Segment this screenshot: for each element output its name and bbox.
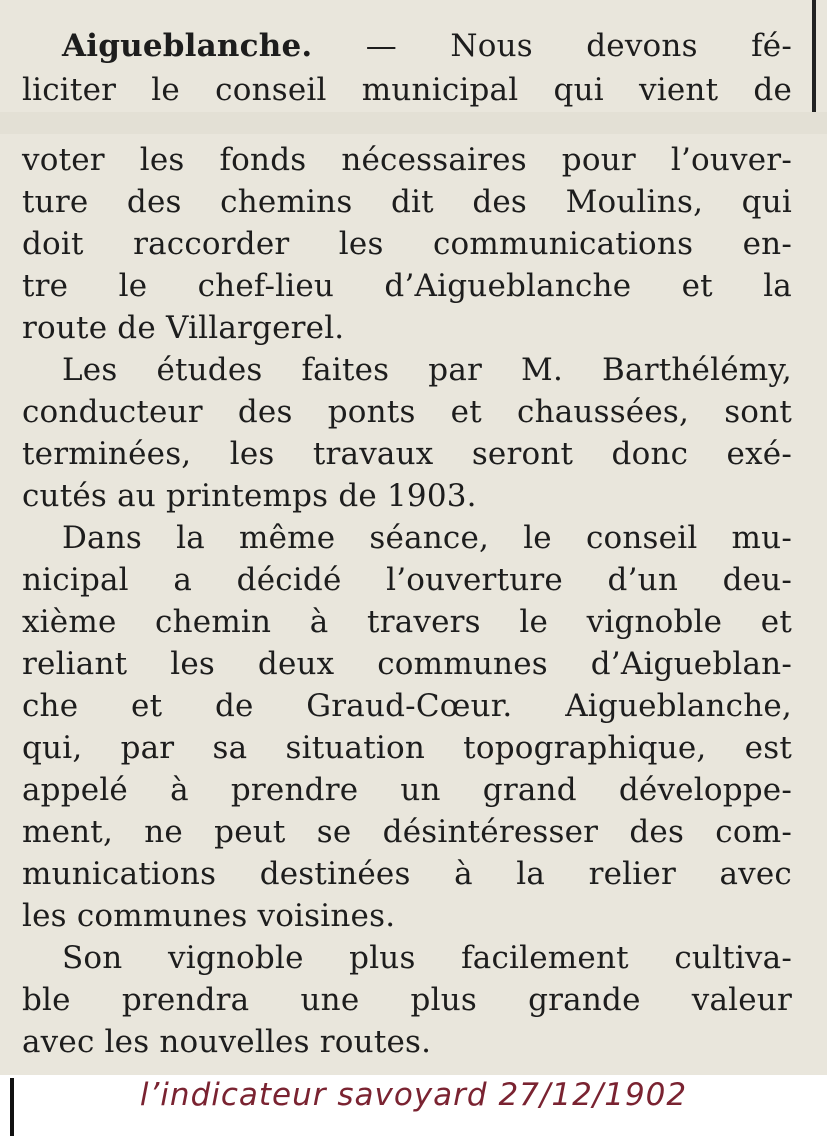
article-line: nicipal a décidé l’ouverture d’un deu- [22, 562, 792, 598]
article-line: ble prendra une plus grande valeur [22, 982, 792, 1018]
clipping-fold [0, 112, 827, 134]
article-line: avec les nouvelles routes. [22, 1024, 432, 1060]
article-line: les communes voisines. [22, 898, 396, 934]
article-line: che et de Graud-Cœur. Aigueblanche, [22, 688, 792, 724]
article-line: voter les fonds nécessaires pour l’ouver- [22, 142, 792, 178]
article-line: munications destinées à la relier avec [22, 856, 792, 892]
article-line: xième chemin à travers le vignoble et [22, 604, 792, 640]
article-line: ture des chemins dit des Moulins, qui [22, 184, 792, 220]
article-line: conducteur des ponts et chaussées, sont [22, 394, 792, 430]
column-rule [812, 0, 816, 112]
article-line: terminées, les travaux seront donc exé- [22, 436, 792, 472]
article-line: Les études faites par M. Barthélémy, [62, 352, 792, 388]
article-title: Aigueblanche. [62, 28, 313, 64]
article-line: Son vignoble plus facilement cultiva- [62, 940, 792, 976]
article-line: doit raccorder les communications en- [22, 226, 792, 262]
article-line: route de Villargerel. [22, 310, 345, 346]
article-line: tre le chef-lieu d’Aigueblanche et la [22, 268, 792, 304]
article-line: liciter le conseil municipal qui vient de [22, 72, 792, 108]
source-caption: l’indicateur savoyard 27/12/1902 [139, 1077, 688, 1113]
article-line: appelé à prendre un grand développe- [22, 772, 792, 808]
article-line: qui, par sa situation topographique, est [22, 730, 792, 766]
article-line: Aigueblanche. — Nous devons fé- [62, 28, 792, 64]
article-line: Dans la même séance, le conseil mu- [62, 520, 792, 556]
article-line: reliant les deux communes d’Aigueblan- [22, 646, 792, 682]
article-line: ment, ne peut se désintéresser des com- [22, 814, 792, 850]
article-line: cutés au printemps de 1903. [22, 478, 477, 514]
